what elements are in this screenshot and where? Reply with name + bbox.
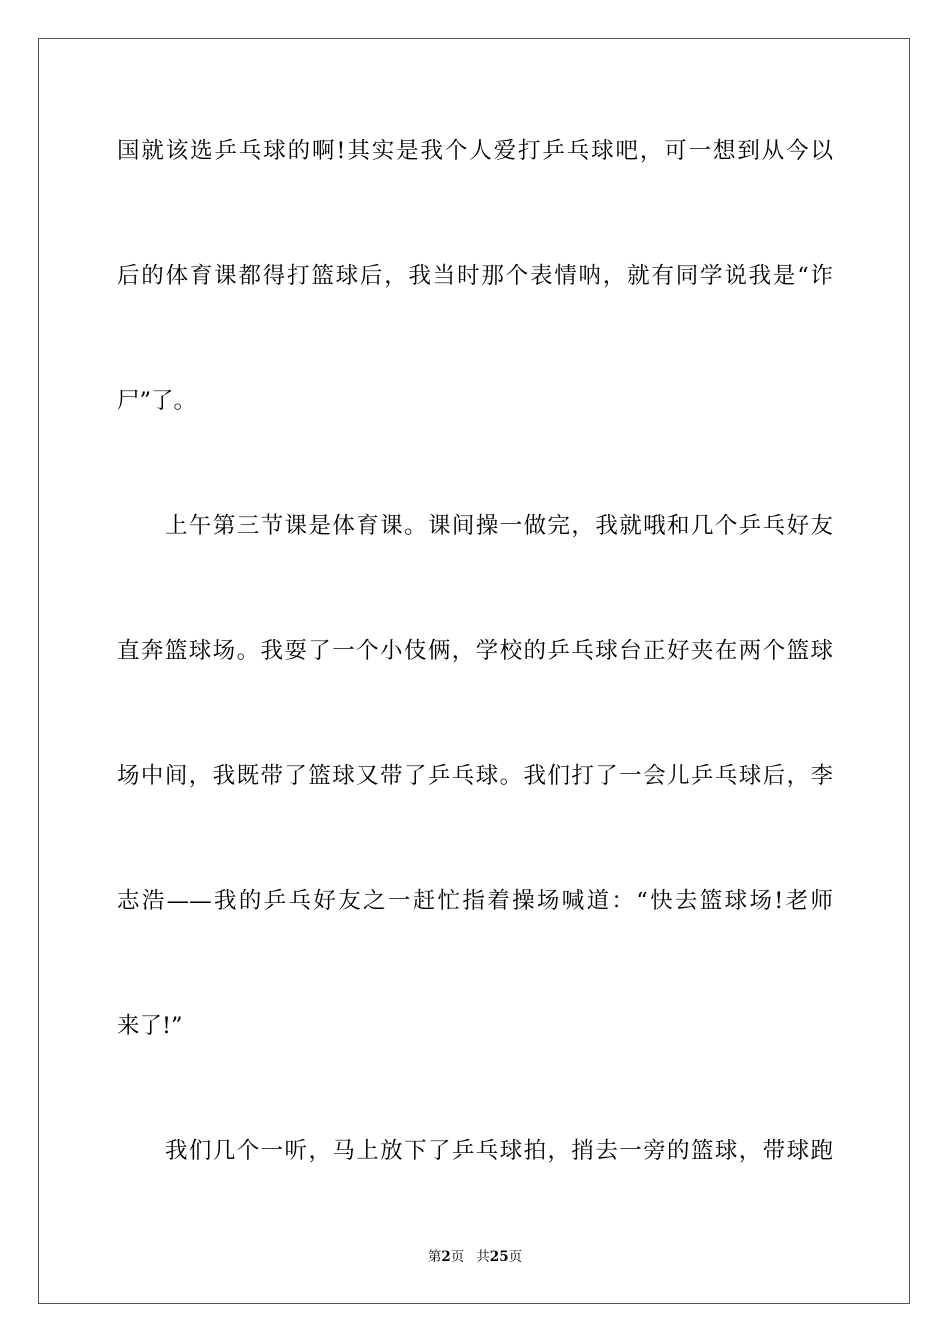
page-border xyxy=(38,38,910,1304)
page-suffix: 页 xyxy=(450,1249,465,1265)
page-number: 2 xyxy=(441,1249,451,1265)
text-line-3: 尸”了。 xyxy=(117,388,197,414)
text-line-8: 来了!” xyxy=(117,1013,183,1039)
text-line-6: 场中间，我既带了篮球又带了乒乓球。我们打了一会儿乒乓球后，李 xyxy=(117,763,833,789)
total-prefix: 共 xyxy=(476,1249,490,1265)
text-line-9: 我们几个一听，马上放下了乒乓球拍，捎去一旁的篮球，带球跑 xyxy=(165,1138,833,1164)
text-line-7: 志浩——我的乒乓好友之一赶忙指着操场喊道：“快去篮球场!老师 xyxy=(117,888,833,914)
text-line-5: 直奔篮球场。我耍了一个小伎俩，学校的乒乓球台正好夹在两个篮球 xyxy=(117,638,833,664)
text-line-4: 上午第三节课是体育课。课间操一做完，我就哦和几个乒乓好友 xyxy=(165,513,833,539)
total-suffix: 页 xyxy=(508,1249,523,1265)
text-line-1: 国就该选乒乓球的啊!其实是我个人爱打乒乓球吧，可一想到从今以 xyxy=(117,138,833,164)
text-line-2: 后的体育课都得打篮球后，我当时那个表情呐，就有同学说我是“诈 xyxy=(117,263,833,289)
total-pages: 25 xyxy=(489,1249,509,1265)
page-footer xyxy=(0,1248,950,1266)
page-prefix: 第 xyxy=(427,1249,442,1265)
